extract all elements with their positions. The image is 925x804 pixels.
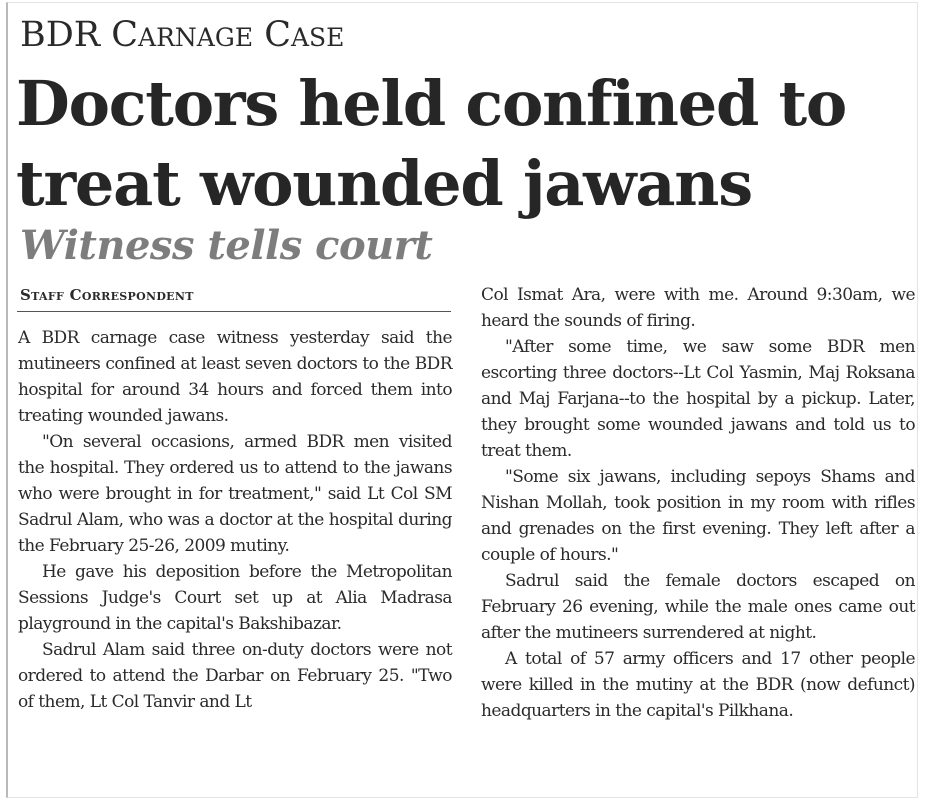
paragraph: "On several occasions, armed BDR men visited the hospital. They ordered us to attend to the jawans who were brought in for treatment," said Lt Col SM Sadrul Alam, who was a doctor at the hospital during the February 25-26, 2009 mutiny. (18, 432, 452, 556)
paragraph: He gave his deposition before the Metropolitan Sessions Judge's Court set up at Alia Madrasa playground in the capital's Bakshibazar. (18, 562, 452, 634)
paragraph: A total of 57 army officers and 17 other people were killed in the mutiny at the BDR (now defunct) headquarters in the capital's Pilkhana. (481, 649, 915, 721)
kicker: BDR Carnage Case (20, 15, 345, 55)
paragraph: A BDR carnage case witness yesterday said the mutineers confined at least seven doctors to the BDR hospital for around 34 hours and forced them into treating wounded jawans. (18, 328, 452, 426)
paragraph: "Some six jawans, including sepoys Shams and Nishan Mollah, took position in my room with rifles and grenades on the first evening. They left after a couple of hours." (481, 467, 915, 565)
article-column-1 (18, 325, 452, 715)
headline: Doctors held confined to treat wounded jawans (16, 67, 847, 220)
byline: Staff Correspondent (20, 286, 194, 304)
paragraph: "After some time, we saw some BDR men escorting three doctors--Lt Col Yasmin, Maj Roksana and Maj Farjana--to the hospital by a pickup. Later, they brought some wounded jawans and told us to treat them. (481, 337, 915, 461)
byline-rule (17, 311, 451, 312)
subhead: Witness tells court (20, 222, 433, 269)
paragraph: Sadrul said the female doctors escaped on February 26 evening, while the male ones came out after the mutineers surrendered at night. (481, 571, 915, 643)
paragraph: Col Ismat Ara, were with me. Around 9:30am, we heard the sounds of firing. (481, 285, 915, 331)
article-column-2 (481, 282, 915, 724)
paragraph: Sadrul Alam said three on-duty doctors were not ordered to attend the Darbar on February 25. "Two of them, Lt Col Tanvir and Lt (18, 640, 452, 712)
